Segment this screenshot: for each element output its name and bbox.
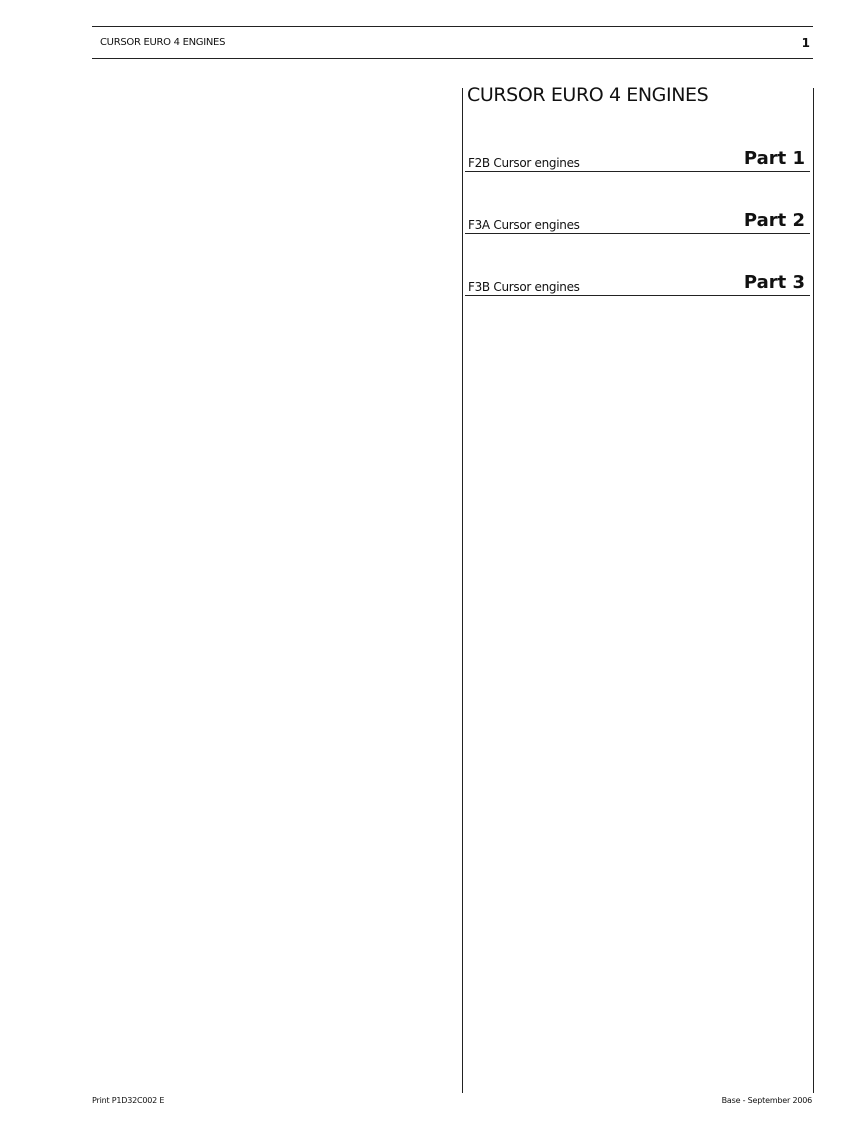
toc-label: F2B Cursor engines bbox=[468, 156, 580, 170]
toc-part-number: Part 2 bbox=[743, 210, 805, 231]
header-bottom-rule bbox=[92, 58, 813, 59]
document-title: CURSOR EURO 4 ENGINES bbox=[467, 84, 709, 106]
toc-row-part-1[interactable] bbox=[465, 145, 810, 172]
column-left-border bbox=[462, 88, 463, 1093]
header-top-rule bbox=[92, 26, 813, 27]
page-number: 1 bbox=[801, 36, 810, 50]
toc-label: F3A Cursor engines bbox=[468, 218, 580, 232]
toc-row-part-2[interactable] bbox=[465, 207, 810, 234]
edition-date: Base - September 2006 bbox=[721, 1096, 812, 1105]
toc-label: F3B Cursor engines bbox=[468, 280, 580, 294]
toc-part-number: Part 3 bbox=[743, 272, 805, 293]
column-right-border bbox=[813, 88, 814, 1093]
running-title: CURSOR EURO 4 ENGINES bbox=[100, 37, 226, 48]
print-code: Print P1D32C002 E bbox=[92, 1096, 165, 1105]
toc-row-part-3[interactable] bbox=[465, 269, 810, 296]
toc-part-number: Part 1 bbox=[743, 148, 805, 169]
